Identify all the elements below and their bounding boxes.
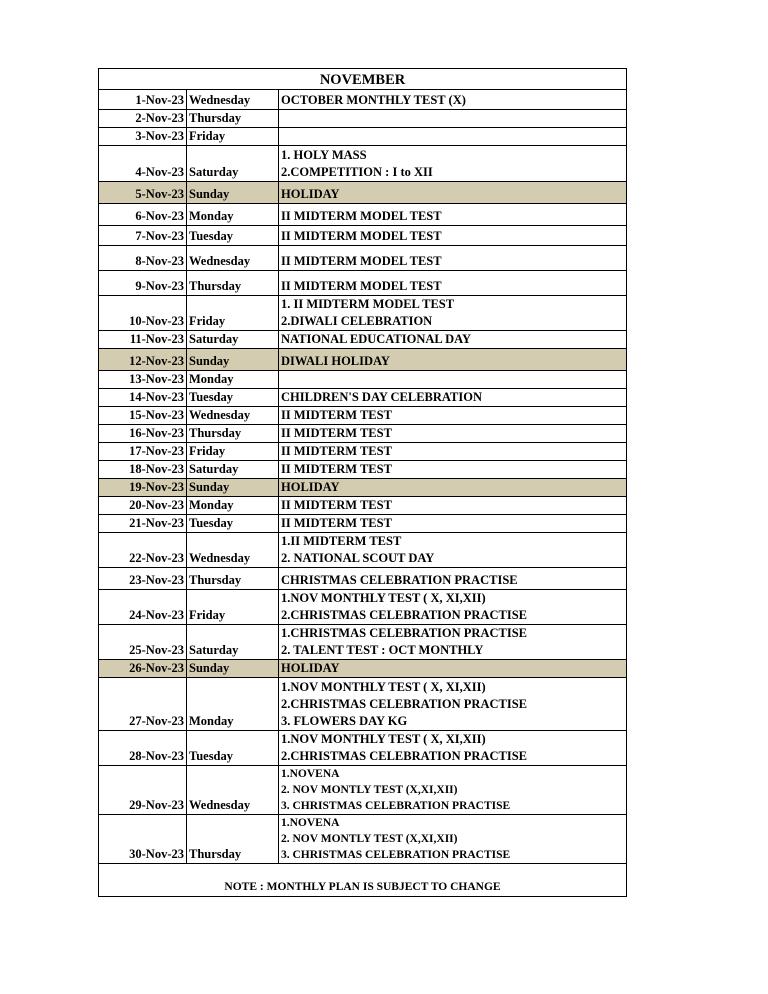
date-cell: 10-Nov-23 — [99, 296, 187, 331]
date-cell: 15-Nov-23 — [99, 407, 187, 425]
weekday-cell: Sunday — [187, 660, 279, 678]
weekday-cell: Tuesday — [187, 515, 279, 533]
calendar-row — [99, 425, 627, 443]
calendar-row — [99, 533, 627, 568]
event-line: CHRISTMAS CELEBRATION PRACTISE — [281, 573, 518, 587]
event-line: 2.CHRISTMAS CELEBRATION PRACTISE — [281, 749, 527, 763]
calendar-row — [99, 146, 627, 182]
event-line: 1. HOLY MASS — [281, 148, 367, 162]
calendar-row — [99, 678, 627, 731]
event-cell — [279, 678, 627, 731]
event-line: 3. CHRISTMAS CELEBRATION PRACTISE — [281, 849, 511, 861]
event-cell — [279, 246, 627, 271]
calendar-row — [99, 766, 627, 815]
calendar-row — [99, 407, 627, 425]
weekday-cell: Wednesday — [187, 246, 279, 271]
date-cell: 13-Nov-23 — [99, 371, 187, 389]
calendar-row — [99, 568, 627, 590]
month-title: NOVEMBER — [99, 69, 627, 90]
event-cell — [279, 660, 627, 678]
date-cell: 14-Nov-23 — [99, 389, 187, 407]
event-cell — [279, 226, 627, 246]
date-cell: 22-Nov-23 — [99, 533, 187, 568]
weekday-cell: Wednesday — [187, 766, 279, 815]
event-line: II MIDTERM MODEL TEST — [281, 229, 442, 243]
date-cell: 4-Nov-23 — [99, 146, 187, 182]
event-cell — [279, 296, 627, 331]
event-line: OCTOBER MONTHLY TEST (X) — [281, 93, 466, 107]
event-cell — [279, 407, 627, 425]
event-cell — [279, 425, 627, 443]
event-cell — [279, 90, 627, 110]
event-line: 1.NOV MONTHLY TEST ( X, XI,XII) — [281, 732, 486, 746]
event-cell — [279, 568, 627, 590]
event-line: 2.CHRISTMAS CELEBRATION PRACTISE — [281, 608, 527, 622]
date-cell: 9-Nov-23 — [99, 271, 187, 296]
event-line: 1.NOVENA — [281, 768, 340, 780]
weekday-cell: Friday — [187, 590, 279, 625]
plan-note: NOTE : MONTHLY PLAN IS SUBJECT TO CHANGE — [99, 864, 627, 897]
calendar-row — [99, 204, 627, 226]
date-cell: 8-Nov-23 — [99, 246, 187, 271]
calendar-row — [99, 271, 627, 296]
event-cell — [279, 443, 627, 461]
calendar-row — [99, 590, 627, 625]
date-cell: 3-Nov-23 — [99, 128, 187, 146]
weekday-cell: Friday — [187, 296, 279, 331]
weekday-cell: Tuesday — [187, 226, 279, 246]
event-cell — [279, 815, 627, 864]
weekday-cell: Thursday — [187, 815, 279, 864]
weekday-cell: Monday — [187, 371, 279, 389]
weekday-cell: Monday — [187, 204, 279, 226]
date-cell: 25-Nov-23 — [99, 625, 187, 660]
event-line: HOLIDAY — [281, 480, 340, 494]
weekday-cell: Saturday — [187, 625, 279, 660]
date-cell: 19-Nov-23 — [99, 479, 187, 497]
event-cell — [279, 204, 627, 226]
event-cell — [279, 533, 627, 568]
event-line: 2. NATIONAL SCOUT DAY — [281, 551, 435, 565]
monthly-plan-table — [98, 68, 627, 897]
date-cell: 5-Nov-23 — [99, 182, 187, 204]
calendar-row — [99, 815, 627, 864]
event-cell — [279, 182, 627, 204]
event-cell — [279, 389, 627, 407]
weekday-cell: Wednesday — [187, 407, 279, 425]
calendar-row — [99, 246, 627, 271]
event-line: II MIDTERM MODEL TEST — [281, 279, 442, 293]
weekday-cell: Thursday — [187, 271, 279, 296]
event-cell — [279, 331, 627, 349]
weekday-cell: Wednesday — [187, 90, 279, 110]
event-line: 2. NOV MONTLY TEST (X,XI,XII) — [281, 833, 458, 845]
date-cell: 2-Nov-23 — [99, 110, 187, 128]
event-cell — [279, 128, 627, 146]
event-line: HOLIDAY — [281, 187, 340, 201]
event-cell — [279, 515, 627, 533]
weekday-cell: Sunday — [187, 479, 279, 497]
weekday-cell: Monday — [187, 497, 279, 515]
event-cell — [279, 731, 627, 766]
calendar-row — [99, 296, 627, 331]
event-line: 2.CHRISTMAS CELEBRATION PRACTISE — [281, 697, 527, 711]
weekday-cell: Wednesday — [187, 533, 279, 568]
date-cell: 28-Nov-23 — [99, 731, 187, 766]
calendar-row — [99, 479, 627, 497]
date-cell: 21-Nov-23 — [99, 515, 187, 533]
date-cell: 24-Nov-23 — [99, 590, 187, 625]
event-cell — [279, 110, 627, 128]
calendar-row — [99, 443, 627, 461]
event-line: NATIONAL EDUCATIONAL DAY — [281, 332, 472, 346]
date-cell: 30-Nov-23 — [99, 815, 187, 864]
event-cell — [279, 461, 627, 479]
date-cell: 18-Nov-23 — [99, 461, 187, 479]
date-cell: 26-Nov-23 — [99, 660, 187, 678]
date-cell: 1-Nov-23 — [99, 90, 187, 110]
event-line: 1. II MIDTERM MODEL TEST — [281, 297, 455, 311]
calendar-row — [99, 461, 627, 479]
date-cell: 7-Nov-23 — [99, 226, 187, 246]
date-cell: 11-Nov-23 — [99, 331, 187, 349]
weekday-cell: Sunday — [187, 182, 279, 204]
date-cell: 16-Nov-23 — [99, 425, 187, 443]
event-line: II MIDTERM TEST — [281, 462, 392, 476]
calendar-row — [99, 497, 627, 515]
event-line: 2.DIWALI CELEBRATION — [281, 314, 433, 328]
calendar-row — [99, 331, 627, 349]
event-cell — [279, 349, 627, 371]
event-line: II MIDTERM TEST — [281, 498, 392, 512]
note-row — [99, 864, 627, 897]
calendar-row — [99, 182, 627, 204]
event-cell — [279, 497, 627, 515]
event-line: II MIDTERM TEST — [281, 408, 392, 422]
weekday-cell: Tuesday — [187, 389, 279, 407]
weekday-cell: Thursday — [187, 425, 279, 443]
event-line: 3. CHRISTMAS CELEBRATION PRACTISE — [281, 800, 511, 812]
event-line: 1.NOV MONTHLY TEST ( X, XI,XII) — [281, 591, 486, 605]
event-cell — [279, 371, 627, 389]
date-cell: 6-Nov-23 — [99, 204, 187, 226]
event-line: II MIDTERM TEST — [281, 426, 392, 440]
event-line: HOLIDAY — [281, 661, 340, 675]
event-line: II MIDTERM MODEL TEST — [281, 254, 442, 268]
title-row — [99, 69, 627, 90]
date-cell: 27-Nov-23 — [99, 678, 187, 731]
calendar-row — [99, 110, 627, 128]
date-cell: 23-Nov-23 — [99, 568, 187, 590]
event-line: DIWALI HOLIDAY — [281, 354, 390, 368]
date-cell: 12-Nov-23 — [99, 349, 187, 371]
calendar-row — [99, 371, 627, 389]
weekday-cell: Saturday — [187, 146, 279, 182]
weekday-cell: Tuesday — [187, 731, 279, 766]
calendar-row — [99, 226, 627, 246]
weekday-cell: Thursday — [187, 110, 279, 128]
weekday-cell: Friday — [187, 443, 279, 461]
event-cell — [279, 590, 627, 625]
event-line: 1.II MIDTERM TEST — [281, 534, 402, 548]
event-line: II MIDTERM TEST — [281, 444, 392, 458]
weekday-cell: Saturday — [187, 461, 279, 479]
calendar-row — [99, 389, 627, 407]
event-cell — [279, 766, 627, 815]
event-line: 2. TALENT TEST : OCT MONTHLY — [281, 643, 484, 657]
event-line: 1.NOV MONTHLY TEST ( X, XI,XII) — [281, 680, 486, 694]
event-line: II MIDTERM TEST — [281, 516, 392, 530]
event-line: 2. NOV MONTLY TEST (X,XI,XII) — [281, 784, 458, 796]
weekday-cell: Sunday — [187, 349, 279, 371]
calendar-row — [99, 660, 627, 678]
event-line: 1.CHRISTMAS CELEBRATION PRACTISE — [281, 626, 527, 640]
event-line: CHILDREN'S DAY CELEBRATION — [281, 390, 482, 404]
event-line: 3. FLOWERS DAY KG — [281, 714, 408, 728]
weekday-cell: Friday — [187, 128, 279, 146]
event-line: II MIDTERM MODEL TEST — [281, 209, 442, 223]
weekday-cell: Monday — [187, 678, 279, 731]
event-cell — [279, 271, 627, 296]
calendar-row — [99, 90, 627, 110]
weekday-cell: Saturday — [187, 331, 279, 349]
calendar-row — [99, 515, 627, 533]
event-cell — [279, 479, 627, 497]
weekday-cell: Thursday — [187, 568, 279, 590]
calendar-row — [99, 349, 627, 371]
date-cell: 20-Nov-23 — [99, 497, 187, 515]
calendar-row — [99, 731, 627, 766]
date-cell: 17-Nov-23 — [99, 443, 187, 461]
event-line: 1.NOVENA — [281, 817, 340, 829]
event-cell — [279, 625, 627, 660]
calendar-row — [99, 128, 627, 146]
event-cell — [279, 146, 627, 182]
event-line: 2.COMPETITION : I to XII — [281, 165, 433, 179]
calendar-sheet — [98, 68, 626, 897]
calendar-row — [99, 625, 627, 660]
date-cell: 29-Nov-23 — [99, 766, 187, 815]
